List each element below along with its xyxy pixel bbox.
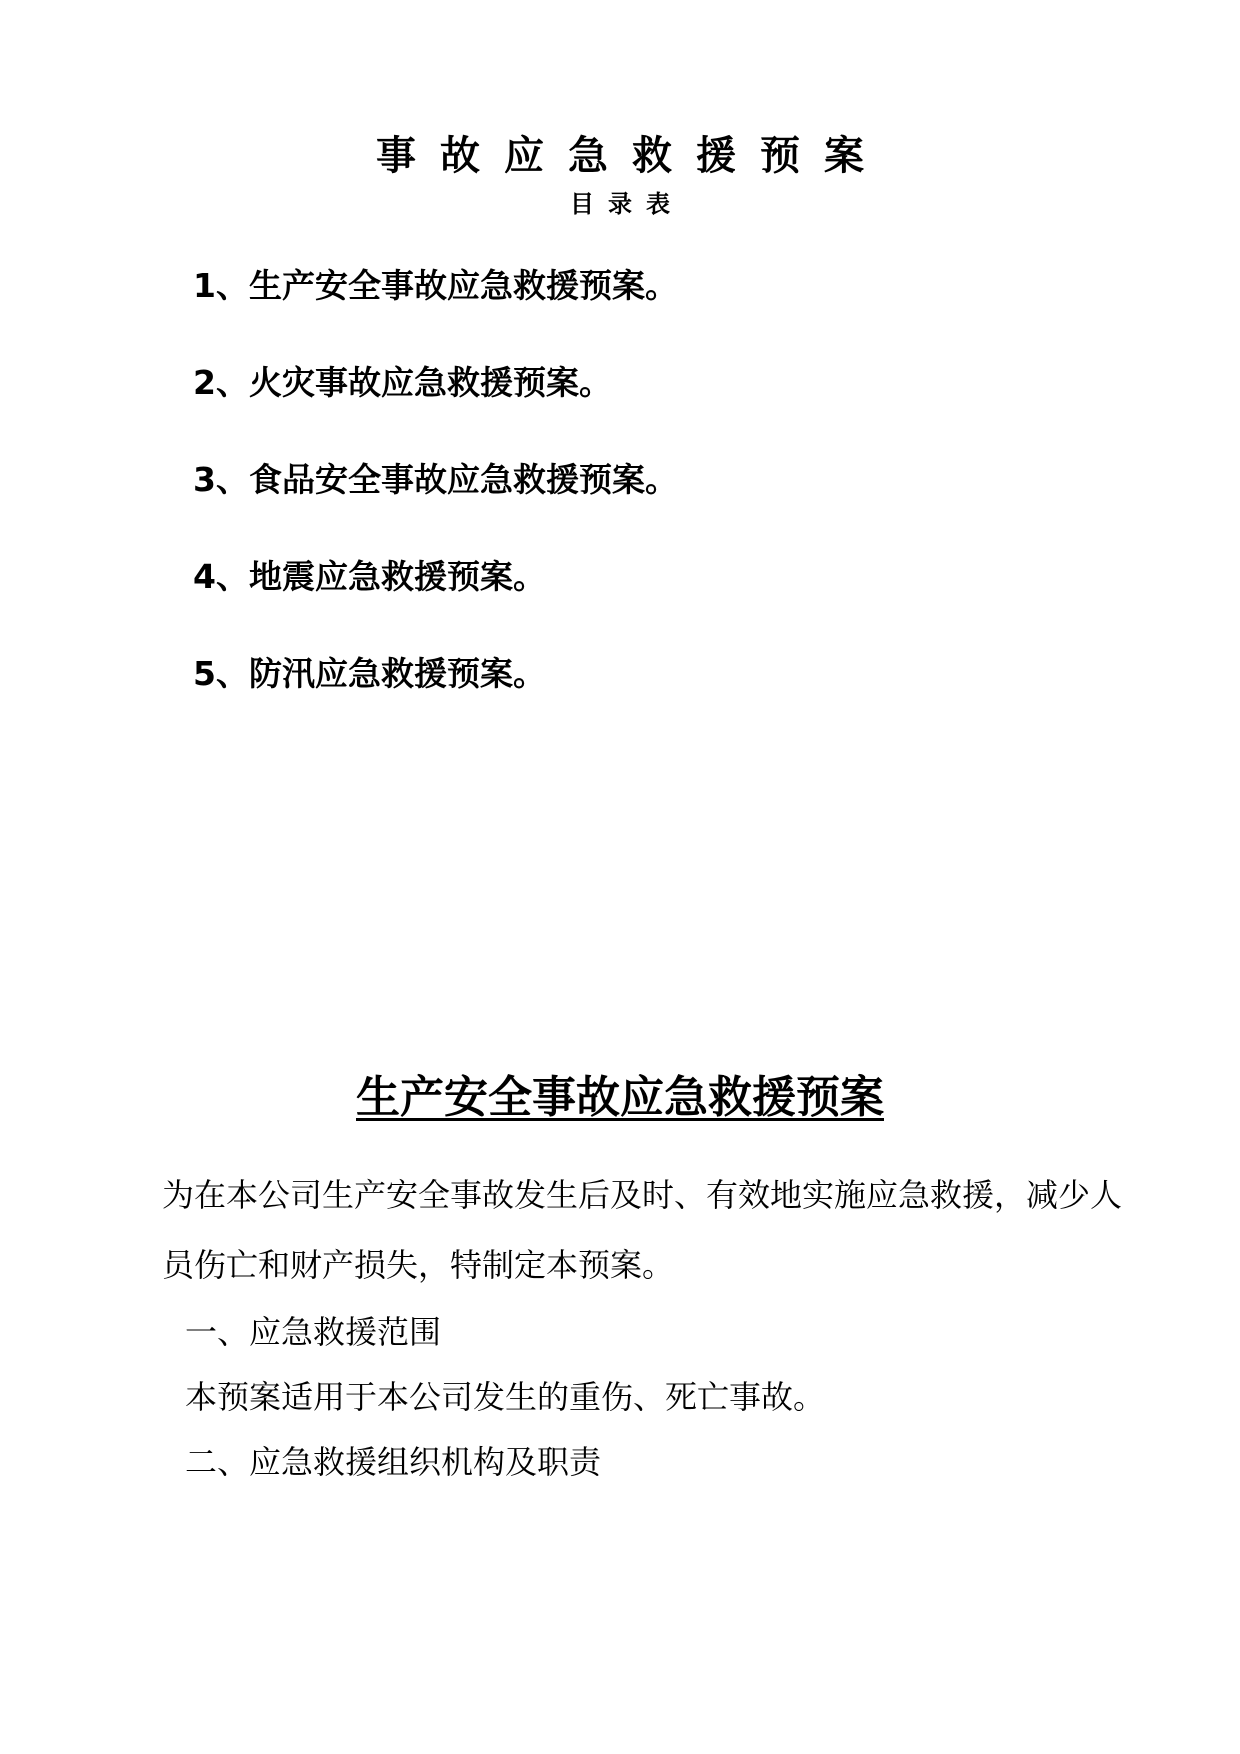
scope-paragraph: 本预案适用于本公司发生的重伤、死亡事故。 <box>185 1378 826 1416</box>
toc-subtitle: 目录表 <box>570 190 684 218</box>
toc-item: 1、生产安全事故应急救援预案。 <box>193 266 678 305</box>
document-title: 事故应急救援预案 <box>376 133 888 179</box>
intro-paragraph: 为在本公司生产安全事故发生后及时、有效地实施应急救援，减少人员伤亡和财产损失，特制定本预案。 <box>162 1176 1123 1284</box>
toc-item: 3、食品安全事故应急救援预案。 <box>193 460 678 499</box>
toc-item: 5、防汛应急救援预案。 <box>193 654 546 693</box>
toc-item: 4、地震应急救援预案。 <box>193 557 546 596</box>
section-title-text: 生产安全事故应急救援预案 <box>356 1072 884 1123</box>
heading-scope: 一、应急救援范围 <box>185 1313 442 1351</box>
section-title <box>0 1068 1240 1128</box>
heading-organization: 二、应急救援组织机构及职责 <box>185 1443 602 1481</box>
toc-item: 2、火灾事故应急救援预案。 <box>193 363 612 402</box>
